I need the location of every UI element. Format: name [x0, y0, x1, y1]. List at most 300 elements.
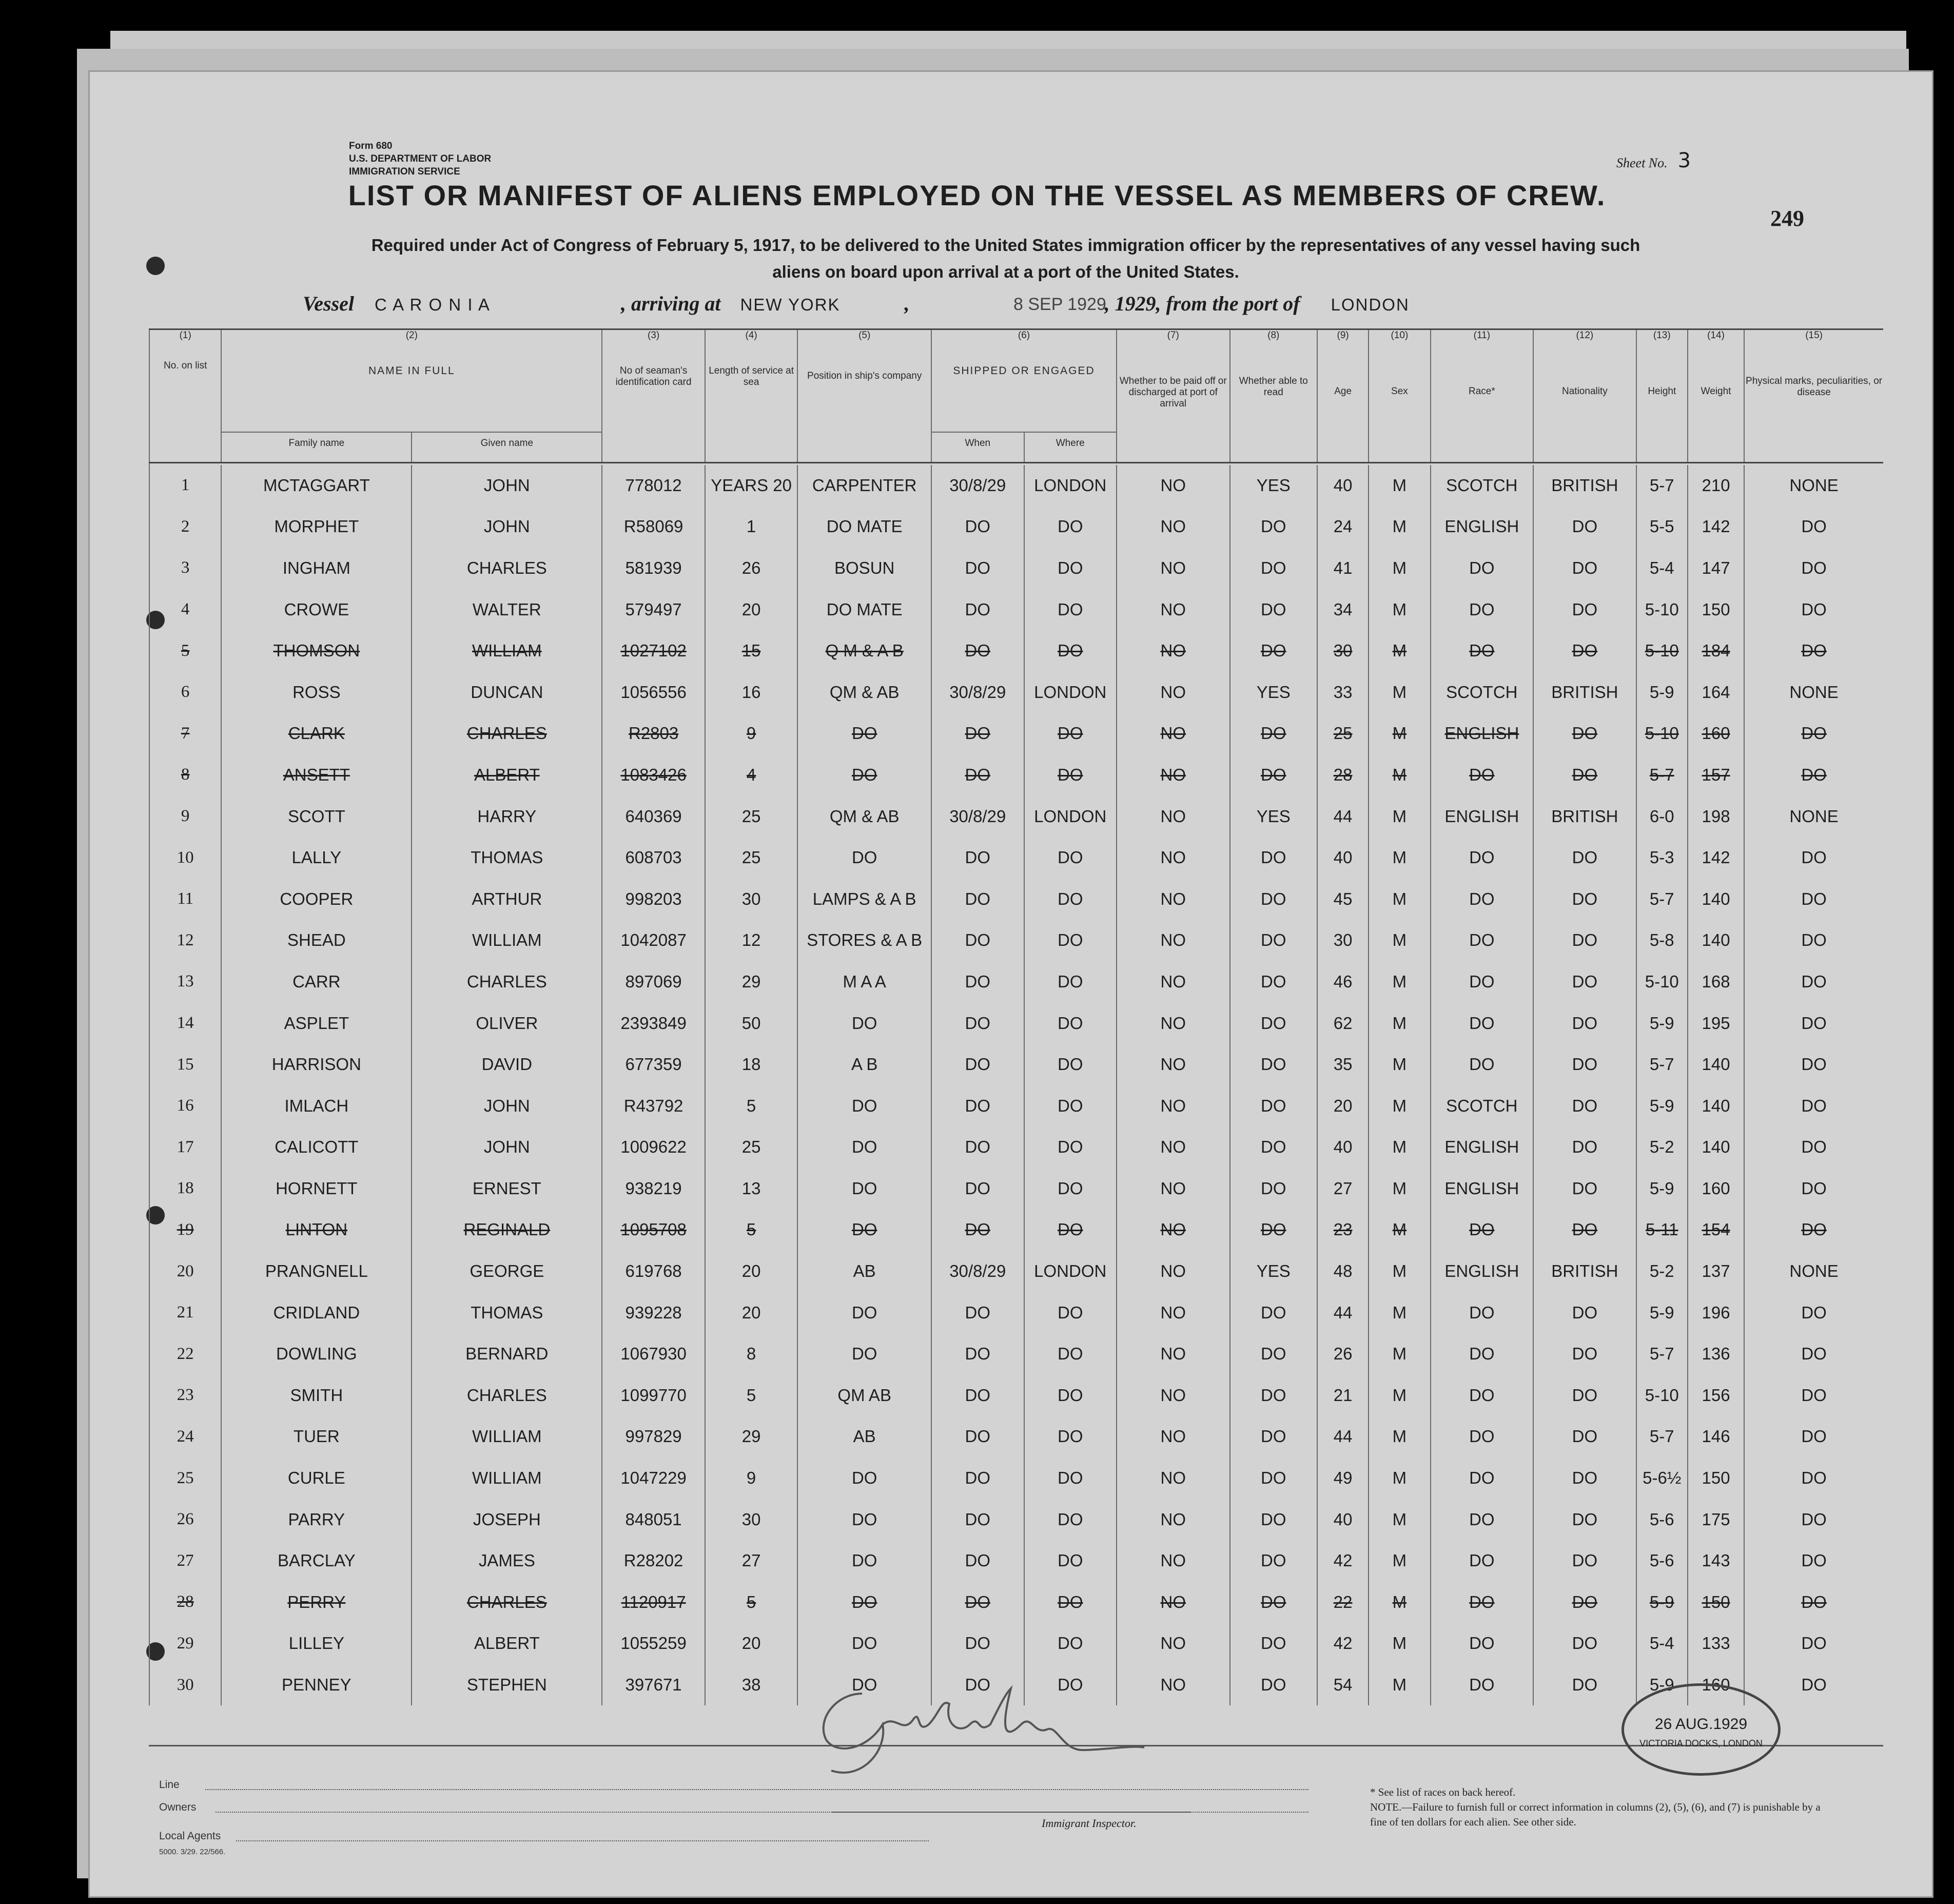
age-cell: 27: [1317, 1168, 1369, 1210]
seaman-id-cell: 1056556: [602, 671, 705, 713]
shipped-when-cell: 30/8/29: [931, 465, 1024, 507]
height-cell: 5-9: [1636, 1664, 1688, 1706]
sex-cell: M: [1369, 795, 1430, 837]
given-name-cell: WILLIAM: [412, 920, 602, 961]
col-num: (9): [1317, 329, 1369, 345]
able-to-read-cell: DO: [1230, 1499, 1317, 1540]
shipped-where-cell: DO: [1024, 920, 1117, 961]
row-number-cell: 17: [149, 1126, 221, 1168]
height-cell: 5-9: [1636, 1168, 1688, 1210]
physical-marks-cell: DO: [1744, 1664, 1883, 1706]
page-subtitle: [287, 232, 1724, 285]
age-cell: 40: [1317, 465, 1369, 507]
race-cell: ENGLISH: [1431, 795, 1534, 837]
given-name-cell: JOHN: [412, 1126, 602, 1168]
length-of-service-cell: 13: [705, 1168, 797, 1210]
race-cell: DO: [1431, 1292, 1534, 1333]
race-cell: DO: [1431, 1044, 1534, 1085]
physical-marks-cell: DO: [1744, 713, 1883, 754]
paid-off-cell: NO: [1117, 754, 1230, 796]
paid-off-cell: NO: [1117, 878, 1230, 920]
subtitle-line: Required under Act of Congress of February 5, 1917, to be delivered to the United States immigration officer by the representatives of any vessel having such: [371, 236, 1640, 255]
shipped-when-cell: DO: [931, 630, 1024, 672]
position-cell: DO: [797, 1168, 931, 1210]
table-row: [149, 1458, 1883, 1499]
weight-cell: 150: [1688, 589, 1744, 630]
seaman-id-cell: R2803: [602, 713, 705, 754]
family-name-cell: IMLACH: [221, 1085, 412, 1126]
height-cell: 5-6: [1636, 1499, 1688, 1540]
header-family-name: Family name: [221, 432, 412, 463]
owners-label: Owners: [159, 1801, 197, 1813]
header-physical-marks: Physical marks, peculiarities, or disease: [1744, 345, 1883, 463]
header-where: Where: [1024, 432, 1117, 463]
height-cell: 5-2: [1636, 1251, 1688, 1292]
age-cell: 21: [1317, 1375, 1369, 1416]
family-name-cell: CARR: [221, 961, 412, 1003]
table-row: [149, 1416, 1883, 1458]
paid-off-cell: NO: [1117, 713, 1230, 754]
shipped-where-cell: LONDON: [1024, 1251, 1117, 1292]
vessel-label: Vessel: [303, 292, 354, 315]
nationality-cell: DO: [1533, 1085, 1636, 1126]
age-cell: 62: [1317, 1002, 1369, 1044]
form-identifier: [349, 140, 491, 178]
paid-off-cell: NO: [1117, 1458, 1230, 1499]
age-cell: 40: [1317, 837, 1369, 879]
nationality-cell: DO: [1533, 1540, 1636, 1582]
given-name-cell: ALBERT: [412, 1623, 602, 1664]
shipped-when-cell: DO: [931, 961, 1024, 1003]
position-cell: DO: [797, 1499, 931, 1540]
row-number-cell: 23: [149, 1375, 221, 1416]
able-to-read-cell: YES: [1230, 465, 1317, 507]
table-row: [149, 961, 1883, 1003]
length-of-service-cell: 30: [705, 1499, 797, 1540]
height-cell: 5-4: [1636, 548, 1688, 589]
weight-cell: 140: [1688, 878, 1744, 920]
seaman-id-cell: R58069: [602, 506, 705, 548]
shipped-when-cell: DO: [931, 506, 1024, 548]
physical-marks-cell: DO: [1744, 1623, 1883, 1664]
sex-cell: M: [1369, 1168, 1430, 1210]
table-row: [149, 754, 1883, 796]
race-cell: ENGLISH: [1431, 1168, 1534, 1210]
position-cell: DO: [797, 1002, 931, 1044]
race-cell: SCOTCH: [1431, 465, 1534, 507]
physical-marks-cell: NONE: [1744, 795, 1883, 837]
nationality-cell: DO: [1533, 1458, 1636, 1499]
col-num: (3): [602, 329, 705, 345]
position-cell: DO: [797, 1292, 931, 1333]
header-height: Height: [1636, 345, 1688, 463]
able-to-read-cell: YES: [1230, 1251, 1317, 1292]
family-name-cell: CLARK: [221, 713, 412, 754]
department-name: U.S. DEPARTMENT OF LABOR: [349, 153, 492, 164]
seaman-id-cell: 897069: [602, 961, 705, 1003]
sex-cell: M: [1369, 465, 1430, 507]
age-cell: 23: [1317, 1209, 1369, 1251]
race-cell: ENGLISH: [1431, 506, 1534, 548]
row-number-cell: 26: [149, 1499, 221, 1540]
able-to-read-cell: DO: [1230, 1333, 1317, 1375]
family-name-cell: CROWE: [221, 589, 412, 630]
length-of-service-cell: 5: [705, 1085, 797, 1126]
family-name-cell: COOPER: [221, 878, 412, 920]
shipped-where-cell: DO: [1024, 1499, 1117, 1540]
length-of-service-cell: 30: [705, 878, 797, 920]
paid-off-cell: NO: [1117, 1044, 1230, 1085]
stamp-date: 26 AUG.1929: [1654, 1716, 1748, 1733]
physical-marks-cell: DO: [1744, 1168, 1883, 1210]
header-name-in-full: NAME IN FULL: [221, 345, 602, 432]
sex-cell: M: [1369, 961, 1430, 1003]
height-cell: 5-7: [1636, 465, 1688, 507]
given-name-cell: ARTHUR: [412, 878, 602, 920]
shipped-when-cell: DO: [931, 1292, 1024, 1333]
position-cell: DO: [797, 1540, 931, 1582]
age-cell: 42: [1317, 1623, 1369, 1664]
weight-cell: 196: [1688, 1292, 1744, 1333]
length-of-service-cell: 25: [705, 1126, 797, 1168]
given-name-cell: OLIVER: [412, 1002, 602, 1044]
seaman-id-cell: 997829: [602, 1416, 705, 1458]
weight-cell: 137: [1688, 1251, 1744, 1292]
age-cell: 28: [1317, 754, 1369, 796]
sex-cell: M: [1369, 1044, 1430, 1085]
height-cell: 5-10: [1636, 630, 1688, 672]
length-of-service-cell: 25: [705, 795, 797, 837]
header-sex: Sex: [1369, 345, 1430, 463]
race-cell: DO: [1431, 548, 1534, 589]
weight-cell: 160: [1688, 1664, 1744, 1706]
shipped-where-cell: DO: [1024, 1126, 1117, 1168]
sex-cell: M: [1369, 506, 1430, 548]
given-name-cell: GEORGE: [412, 1251, 602, 1292]
position-cell: DO: [797, 1333, 931, 1375]
height-cell: 5-2: [1636, 1126, 1688, 1168]
shipped-when-cell: DO: [931, 1126, 1024, 1168]
able-to-read-cell: YES: [1230, 671, 1317, 713]
seaman-id-cell: 1047229: [602, 1458, 705, 1499]
position-cell: A B: [797, 1044, 931, 1085]
weight-cell: 143: [1688, 1540, 1744, 1582]
nationality-cell: DO: [1533, 1664, 1636, 1706]
shipped-when-cell: DO: [931, 713, 1024, 754]
race-cell: ENGLISH: [1431, 1126, 1534, 1168]
row-number-cell: 30: [149, 1664, 221, 1706]
sex-cell: M: [1369, 1458, 1430, 1499]
family-name-cell: SCOTT: [221, 795, 412, 837]
length-of-service-cell: 18: [705, 1044, 797, 1085]
col-num: (10): [1369, 329, 1430, 345]
header-id-card: No of seaman's identification card: [602, 345, 705, 463]
length-of-service-cell: 4: [705, 754, 797, 796]
header-given-name: Given name: [412, 432, 602, 463]
given-name-cell: ERNEST: [412, 1168, 602, 1210]
race-cell: DO: [1431, 920, 1534, 961]
sex-cell: M: [1369, 1416, 1430, 1458]
given-name-cell: WILLIAM: [412, 1458, 602, 1499]
given-name-cell: JOHN: [412, 465, 602, 507]
paid-off-cell: NO: [1117, 961, 1230, 1003]
race-cell: DO: [1431, 837, 1534, 879]
family-name-cell: SHEAD: [221, 920, 412, 961]
paid-off-cell: NO: [1117, 1333, 1230, 1375]
table-row: [149, 920, 1883, 961]
weight-cell: 133: [1688, 1623, 1744, 1664]
header-able-read: Whether able to read: [1230, 345, 1317, 463]
table-row: [149, 837, 1883, 879]
table-row: [149, 1002, 1883, 1044]
race-cell: DO: [1431, 961, 1534, 1003]
race-cell: SCOTCH: [1431, 1085, 1534, 1126]
header-length-service: Length of service at sea: [705, 345, 797, 463]
sheet-label: Sheet No.: [1616, 156, 1668, 170]
header-age: Age: [1317, 345, 1369, 463]
shipped-when-cell: DO: [931, 1540, 1024, 1582]
shipped-when-cell: DO: [931, 1664, 1024, 1706]
paid-off-cell: NO: [1117, 1209, 1230, 1251]
family-name-cell: PENNEY: [221, 1664, 412, 1706]
seaman-id-cell: 1067930: [602, 1333, 705, 1375]
given-name-cell: STEPHEN: [412, 1664, 602, 1706]
age-cell: 44: [1317, 1416, 1369, 1458]
height-cell: 5-7: [1636, 1044, 1688, 1085]
footer-notes: [1370, 1785, 1832, 1830]
age-cell: 44: [1317, 795, 1369, 837]
table-row: [149, 1292, 1883, 1333]
victoria-docks-stamp: [1621, 1683, 1781, 1776]
given-name-cell: JAMES: [412, 1540, 602, 1582]
table-row: [149, 1044, 1883, 1085]
family-name-cell: DOWLING: [221, 1333, 412, 1375]
able-to-read-cell: DO: [1230, 837, 1317, 879]
shipped-when-cell: DO: [931, 1499, 1024, 1540]
shipped-where-cell: DO: [1024, 589, 1117, 630]
row-number-cell: 21: [149, 1292, 221, 1333]
shipped-where-cell: DO: [1024, 1623, 1117, 1664]
able-to-read-cell: YES: [1230, 795, 1317, 837]
age-cell: 48: [1317, 1251, 1369, 1292]
table-row: [149, 1333, 1883, 1375]
physical-marks-cell: DO: [1744, 589, 1883, 630]
seaman-id-cell: 1099770: [602, 1375, 705, 1416]
race-cell: ENGLISH: [1431, 713, 1534, 754]
position-cell: BOSUN: [797, 548, 931, 589]
seaman-id-cell: R28202: [602, 1540, 705, 1582]
local-agents-label: Local Agents: [159, 1830, 221, 1842]
seaman-id-cell: 640369: [602, 795, 705, 837]
able-to-read-cell: DO: [1230, 1126, 1317, 1168]
height-cell: 5-3: [1636, 837, 1688, 879]
position-cell: DO: [797, 754, 931, 796]
paid-off-cell: NO: [1117, 671, 1230, 713]
weight-cell: 154: [1688, 1209, 1744, 1251]
paid-off-cell: NO: [1117, 1375, 1230, 1416]
able-to-read-cell: DO: [1230, 1168, 1317, 1210]
row-number-cell: 6: [149, 671, 221, 713]
sex-cell: M: [1369, 1375, 1430, 1416]
seaman-id-cell: 1095708: [602, 1209, 705, 1251]
seaman-id-cell: 998203: [602, 878, 705, 920]
length-of-service-cell: 9: [705, 1458, 797, 1499]
weight-cell: 140: [1688, 920, 1744, 961]
race-cell: DO: [1431, 1540, 1534, 1582]
row-number-cell: 2: [149, 506, 221, 548]
physical-marks-cell: DO: [1744, 1085, 1883, 1126]
seaman-id-cell: 778012: [602, 465, 705, 507]
race-cell: DO: [1431, 1375, 1534, 1416]
seaman-id-cell: 608703: [602, 837, 705, 879]
race-cell: DO: [1431, 589, 1534, 630]
weight-cell: 156: [1688, 1375, 1744, 1416]
nationality-cell: DO: [1533, 630, 1636, 672]
position-cell: DO: [797, 1209, 931, 1251]
length-of-service-cell: 26: [705, 548, 797, 589]
able-to-read-cell: DO: [1230, 1582, 1317, 1623]
shipped-when-cell: DO: [931, 1085, 1024, 1126]
subtitle-line: aliens on board upon arrival at a port of the United States.: [772, 262, 1239, 281]
row-number-cell: 1: [149, 465, 221, 507]
sex-cell: M: [1369, 630, 1430, 672]
height-cell: 5-5: [1636, 506, 1688, 548]
sex-cell: M: [1369, 713, 1430, 754]
physical-marks-cell: NONE: [1744, 1251, 1883, 1292]
paid-off-cell: NO: [1117, 1416, 1230, 1458]
height-cell: 5-8: [1636, 920, 1688, 961]
shipped-where-cell: DO: [1024, 1458, 1117, 1499]
nationality-cell: DO: [1533, 878, 1636, 920]
nationality-cell: DO: [1533, 1499, 1636, 1540]
able-to-read-cell: DO: [1230, 754, 1317, 796]
shipped-when-cell: DO: [931, 837, 1024, 879]
row-number-cell: 5: [149, 630, 221, 672]
height-cell: 5-9: [1636, 1085, 1688, 1126]
seaman-id-cell: 619768: [602, 1251, 705, 1292]
weight-cell: 164: [1688, 671, 1744, 713]
comma: ,: [904, 292, 910, 315]
row-number-cell: 18: [149, 1168, 221, 1210]
table-row: [149, 548, 1883, 589]
agents-field: [236, 1840, 929, 1841]
weight-cell: 150: [1688, 1582, 1744, 1623]
able-to-read-cell: DO: [1230, 1664, 1317, 1706]
length-of-service-cell: 20: [705, 1292, 797, 1333]
inspector-line: [831, 1812, 1190, 1813]
shipped-where-cell: LONDON: [1024, 795, 1117, 837]
age-cell: 34: [1317, 589, 1369, 630]
col-num: (1): [149, 329, 221, 345]
shipped-where-cell: DO: [1024, 1044, 1117, 1085]
able-to-read-cell: DO: [1230, 713, 1317, 754]
weight-cell: 160: [1688, 713, 1744, 754]
table-row: [149, 1540, 1883, 1582]
header-when: When: [931, 432, 1024, 463]
header-paid-off: Whether to be paid off or discharged at port of arrival: [1117, 345, 1230, 463]
paid-off-cell: NO: [1117, 1499, 1230, 1540]
physical-marks-cell: DO: [1744, 630, 1883, 672]
race-cell: DO: [1431, 1664, 1534, 1706]
table-row: [149, 465, 1883, 507]
height-cell: 5-9: [1636, 1582, 1688, 1623]
col-num: (12): [1533, 329, 1636, 345]
nationality-cell: DO: [1533, 1333, 1636, 1375]
row-number-cell: 12: [149, 920, 221, 961]
paid-off-cell: NO: [1117, 1292, 1230, 1333]
seaman-id-cell: 397671: [602, 1664, 705, 1706]
nationality-cell: DO: [1533, 1375, 1636, 1416]
shipped-where-cell: DO: [1024, 1209, 1117, 1251]
position-cell: QM AB: [797, 1375, 931, 1416]
weight-cell: 175: [1688, 1499, 1744, 1540]
weight-cell: 195: [1688, 1002, 1744, 1044]
able-to-read-cell: DO: [1230, 1085, 1317, 1126]
table-row: [149, 795, 1883, 837]
race-cell: SCOTCH: [1431, 671, 1534, 713]
crew-manifest-table: [149, 328, 1883, 1705]
shipped-where-cell: DO: [1024, 1002, 1117, 1044]
inspector-label: Immigrant Inspector.: [1042, 1817, 1137, 1830]
length-of-service-cell: 5: [705, 1375, 797, 1416]
given-name-cell: WILLIAM: [412, 630, 602, 672]
age-cell: 42: [1317, 1540, 1369, 1582]
nationality-cell: DO: [1533, 548, 1636, 589]
able-to-read-cell: DO: [1230, 630, 1317, 672]
shipped-where-cell: DO: [1024, 1416, 1117, 1458]
age-cell: 26: [1317, 1333, 1369, 1375]
vessel-name: C A R O N I A: [375, 295, 491, 314]
physical-marks-cell: NONE: [1744, 465, 1883, 507]
page-title: LIST OR MANIFEST OF ALIENS EMPLOYED ON THE VESSEL AS MEMBERS OF CREW.: [348, 179, 1606, 211]
sex-cell: M: [1369, 1209, 1430, 1251]
table-row: [149, 1623, 1883, 1664]
physical-marks-cell: DO: [1744, 1499, 1883, 1540]
seaman-id-cell: 677359: [602, 1044, 705, 1085]
row-number-cell: 19: [149, 1209, 221, 1251]
weight-cell: 142: [1688, 837, 1744, 879]
weight-cell: 140: [1688, 1126, 1744, 1168]
length-of-service-cell: 20: [705, 1251, 797, 1292]
physical-marks-cell: DO: [1744, 1582, 1883, 1623]
position-cell: DO: [797, 1085, 931, 1126]
nationality-cell: DO: [1533, 1209, 1636, 1251]
able-to-read-cell: DO: [1230, 961, 1317, 1003]
shipped-when-cell: DO: [931, 1044, 1024, 1085]
length-of-service-cell: 5: [705, 1582, 797, 1623]
age-cell: 25: [1317, 713, 1369, 754]
age-cell: 20: [1317, 1085, 1369, 1126]
seaman-id-cell: 579497: [602, 589, 705, 630]
shipped-where-cell: DO: [1024, 1540, 1117, 1582]
row-number-cell: 22: [149, 1333, 221, 1375]
given-name-cell: CHARLES: [412, 1375, 602, 1416]
position-cell: M A A: [797, 961, 931, 1003]
paid-off-cell: NO: [1117, 465, 1230, 507]
physical-marks-cell: DO: [1744, 548, 1883, 589]
position-cell: STORES & A B: [797, 920, 931, 961]
weight-cell: 150: [1688, 1458, 1744, 1499]
given-name-cell: REGINALD: [412, 1209, 602, 1251]
height-cell: 5-10: [1636, 589, 1688, 630]
given-name-cell: HARRY: [412, 795, 602, 837]
able-to-read-cell: DO: [1230, 1044, 1317, 1085]
sex-cell: M: [1369, 1664, 1430, 1706]
row-number-cell: 29: [149, 1623, 221, 1664]
family-name-cell: MORPHET: [221, 506, 412, 548]
paid-off-cell: NO: [1117, 1002, 1230, 1044]
nationality-cell: DO: [1533, 1168, 1636, 1210]
